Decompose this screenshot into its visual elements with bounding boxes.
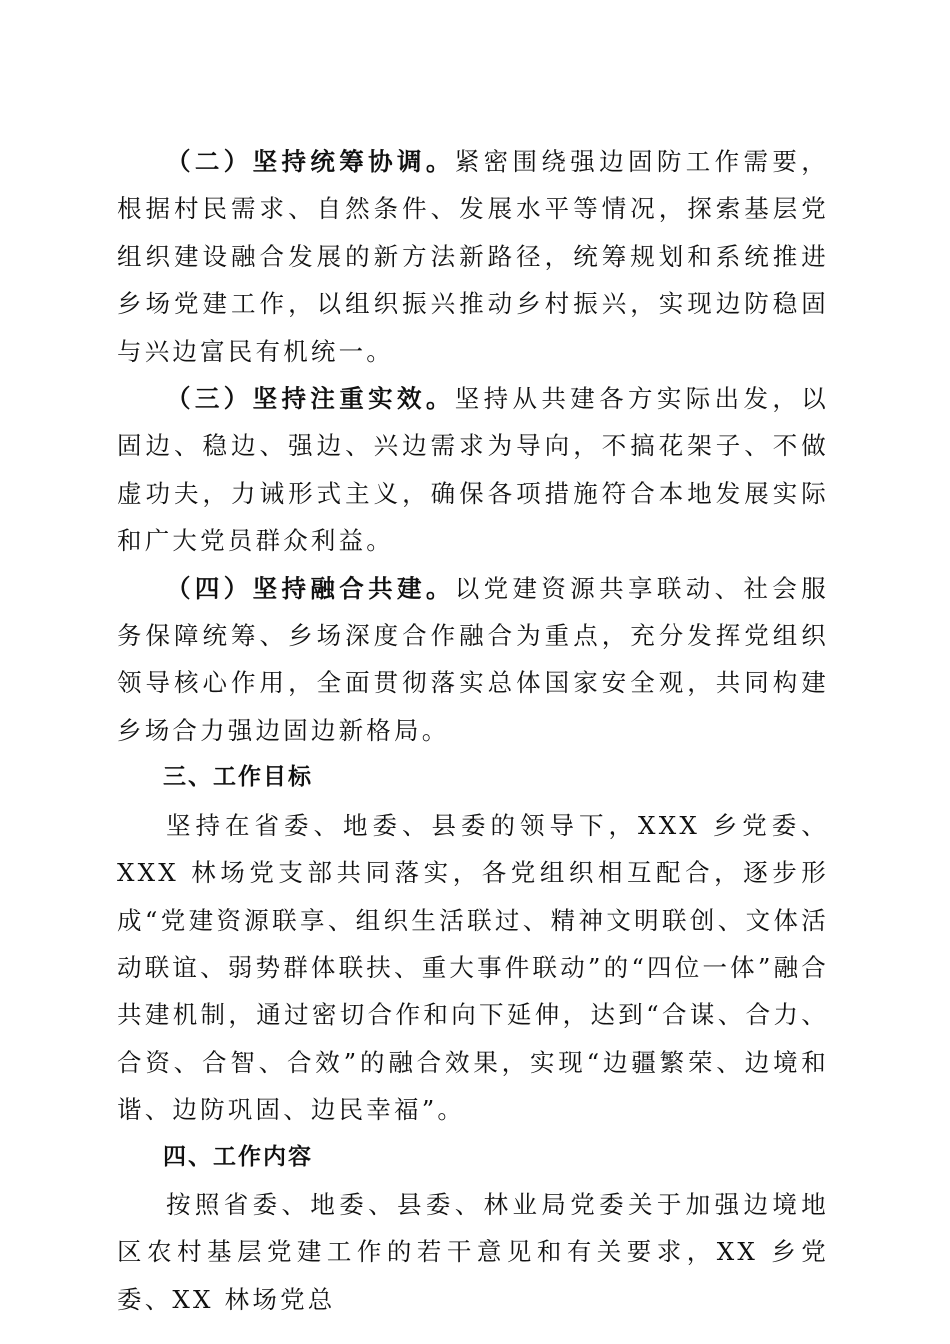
paragraph-body: 坚持从共建各方实际出发，以固边、稳边、强边、兴边需求为导向，不搞花架子、不做虚功夫，力诫形式主义，确保各项措施符合本地发展实际和广大党员群众利益。 xyxy=(117,384,830,556)
paragraph-body: 紧密围绕强边固防工作需要，根据村民需求、自然条件、发展水平等情况，探索基层党组织建设融合发展的新方法新路径，统筹规划和系统推进乡场党建工作，以组织振兴推动乡村振兴，实现边防稳固与兴边富民有机统一。 xyxy=(117,147,830,366)
paragraph-lead: （三）坚持注重实效。 xyxy=(166,384,455,414)
section-heading-work-goals: 三、工作目标 xyxy=(163,764,313,791)
paragraph-principle-integration xyxy=(117,565,829,755)
paragraph-body: 以党建资源共享联动、社会服务保障统筹、乡场深度合作融合为重点，充分发挥党组织领导核心作用，全面贯彻落实总体国家安全观，共同构建乡场合力强边固边新格局。 xyxy=(117,573,830,745)
paragraph-principle-coordination xyxy=(117,138,829,375)
paragraph-principle-effectiveness xyxy=(117,375,829,565)
paragraph-work-content: 按照省委、地委、县委、林业局党委关于加强边境地区农村基层党建工作的若干意见和有关要求，XX 乡党委、XX 林场党总 xyxy=(117,1189,829,1314)
paragraph-lead: （二）坚持统筹协调。 xyxy=(166,147,455,176)
paragraph-lead: （四）坚持融合共建。 xyxy=(166,573,455,603)
paragraph-work-goals: 坚持在省委、地委、县委的领导下，XXX 乡党委、XXX 林场党支部共同落实，各党组织相互配合，逐步形成“党建资源联享、组织生活联过、精神文明联创、文体活动联谊、弱势群体联扶、重大事件联动”的“四位一体”融合共建机制，通过密切合作和向下延伸，达到“合谋、合力、合资、合智、合效”的融合效果，实现“边疆繁荣、边境和谐、边防巩固、边民幸福”。 xyxy=(117,810,829,1125)
document-page xyxy=(117,138,829,1323)
section-heading-work-content: 四、工作内容 xyxy=(163,1143,313,1170)
